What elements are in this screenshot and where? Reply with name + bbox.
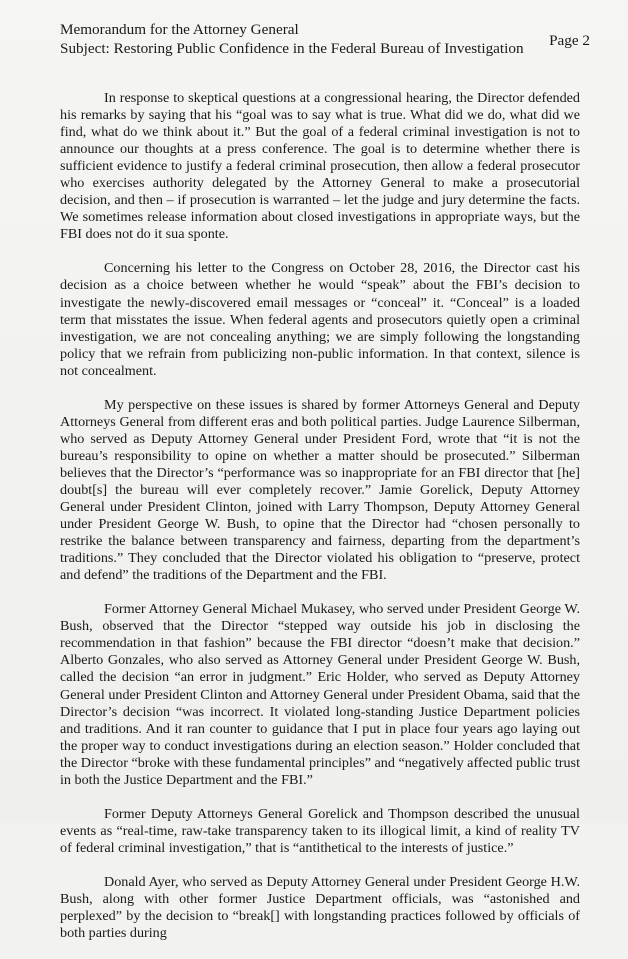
paragraph-6: Donald Ayer, who served as Deputy Attorney General under President George H.W. Bush, along with other former Justice Department officials, was “astonished and perplexed” by the decision to “break[] with longstanding practices followed by officials of both parties during (60, 873, 580, 942)
paragraph-5: Former Deputy Attorneys General Gorelick and Thompson described the unusual events as “real-time, raw-take transparency taken to its illogical limit, a kind of reality TV of federal criminal investigation,” that is “antithetical to the interests of justice.” (60, 805, 580, 856)
memo-body (60, 90, 580, 959)
memo-subject-line: Subject: Restoring Public Confidence in the Federal Bureau of Investigation (60, 40, 524, 57)
paragraph-3: My perspective on these issues is shared by former Attorneys General and Deputy Attorneys General from different eras and both political parties. Judge Laurence Silberman, who served as Deputy Attorney General under President Ford, wrote that “it is not the bureau’s responsibility to opine on whether a matter should be prosecuted.” Silberman believes that the Director’s “performance was so inappropriate for an FBI director that [he] doubt[s] the bureau will ever completely recover.” Jamie Gorelick, Deputy Attorney General under President Clinton, joined with Larry Thompson, Deputy Attorney General under President George W. Bush, to opine that the Director had “chosen personally to restrike the balance between transparency and fairness, departing from the department’s traditions.” They concluded that the Director violated his obligation to “preserve, protect and defend” the traditions of the Department and the FBI. (60, 396, 580, 584)
page-number: Page 2 (549, 32, 590, 49)
paragraph-2: Concerning his letter to the Congress on October 28, 2016, the Director cast his decision as a choice between whether he would “speak” about the FBI’s decision to investigate the newly-discovered email messages or “conceal” it. “Conceal” is a loaded term that misstates the issue. When federal agents and prosecutors quietly open a criminal investigation, we are not concealing anything; we are simply following the longstanding policy that we refrain from publicizing non-public information. In that context, silence is not concealment. (60, 260, 580, 379)
paragraph-4: Former Attorney General Michael Mukasey, who served under President George W. Bush, observed that the Director “stepped way outside his job in disclosing the recommendation in that fashion” because the FBI director “doesn’t make that decision.” Alberto Gonzales, who also served as Attorney General under President George W. Bush, called the decision “an error in judgment.” Eric Holder, who served as Deputy Attorney General under President Clinton and Attorney General under President Obama, said that the Director’s decision “was incorrect. It violated long-standing Justice Department policies and traditions. And it ran counter to guidance that I put in place four years ago laying out the proper way to conduct investigations during an election season.” Holder concluded that the Director “broke with these fundamental principles” and “negatively affected public trust in both the Justice Department and the FBI.” (60, 601, 580, 788)
memo-recipient-line: Memorandum for the Attorney General (60, 21, 299, 38)
memo-header (60, 20, 524, 58)
paragraph-1: In response to skeptical questions at a congressional hearing, the Director defended his remarks by saying that his “goal was to say what is true. What did we do, what did we find, what do we think about it.” But the goal of a federal criminal investigation is not to announce our thoughts at a press conference. The goal is to determine whether there is sufficient evidence to justify a federal criminal prosecution, then allow a federal prosecutor who exercises authority delegated by the Attorney General to make a prosecutorial decision, and then – if prosecution is warranted – let the judge and jury determine the facts. We sometimes release information about closed investigations in appropriate ways, but the FBI does not do it sua sponte. (60, 90, 580, 243)
